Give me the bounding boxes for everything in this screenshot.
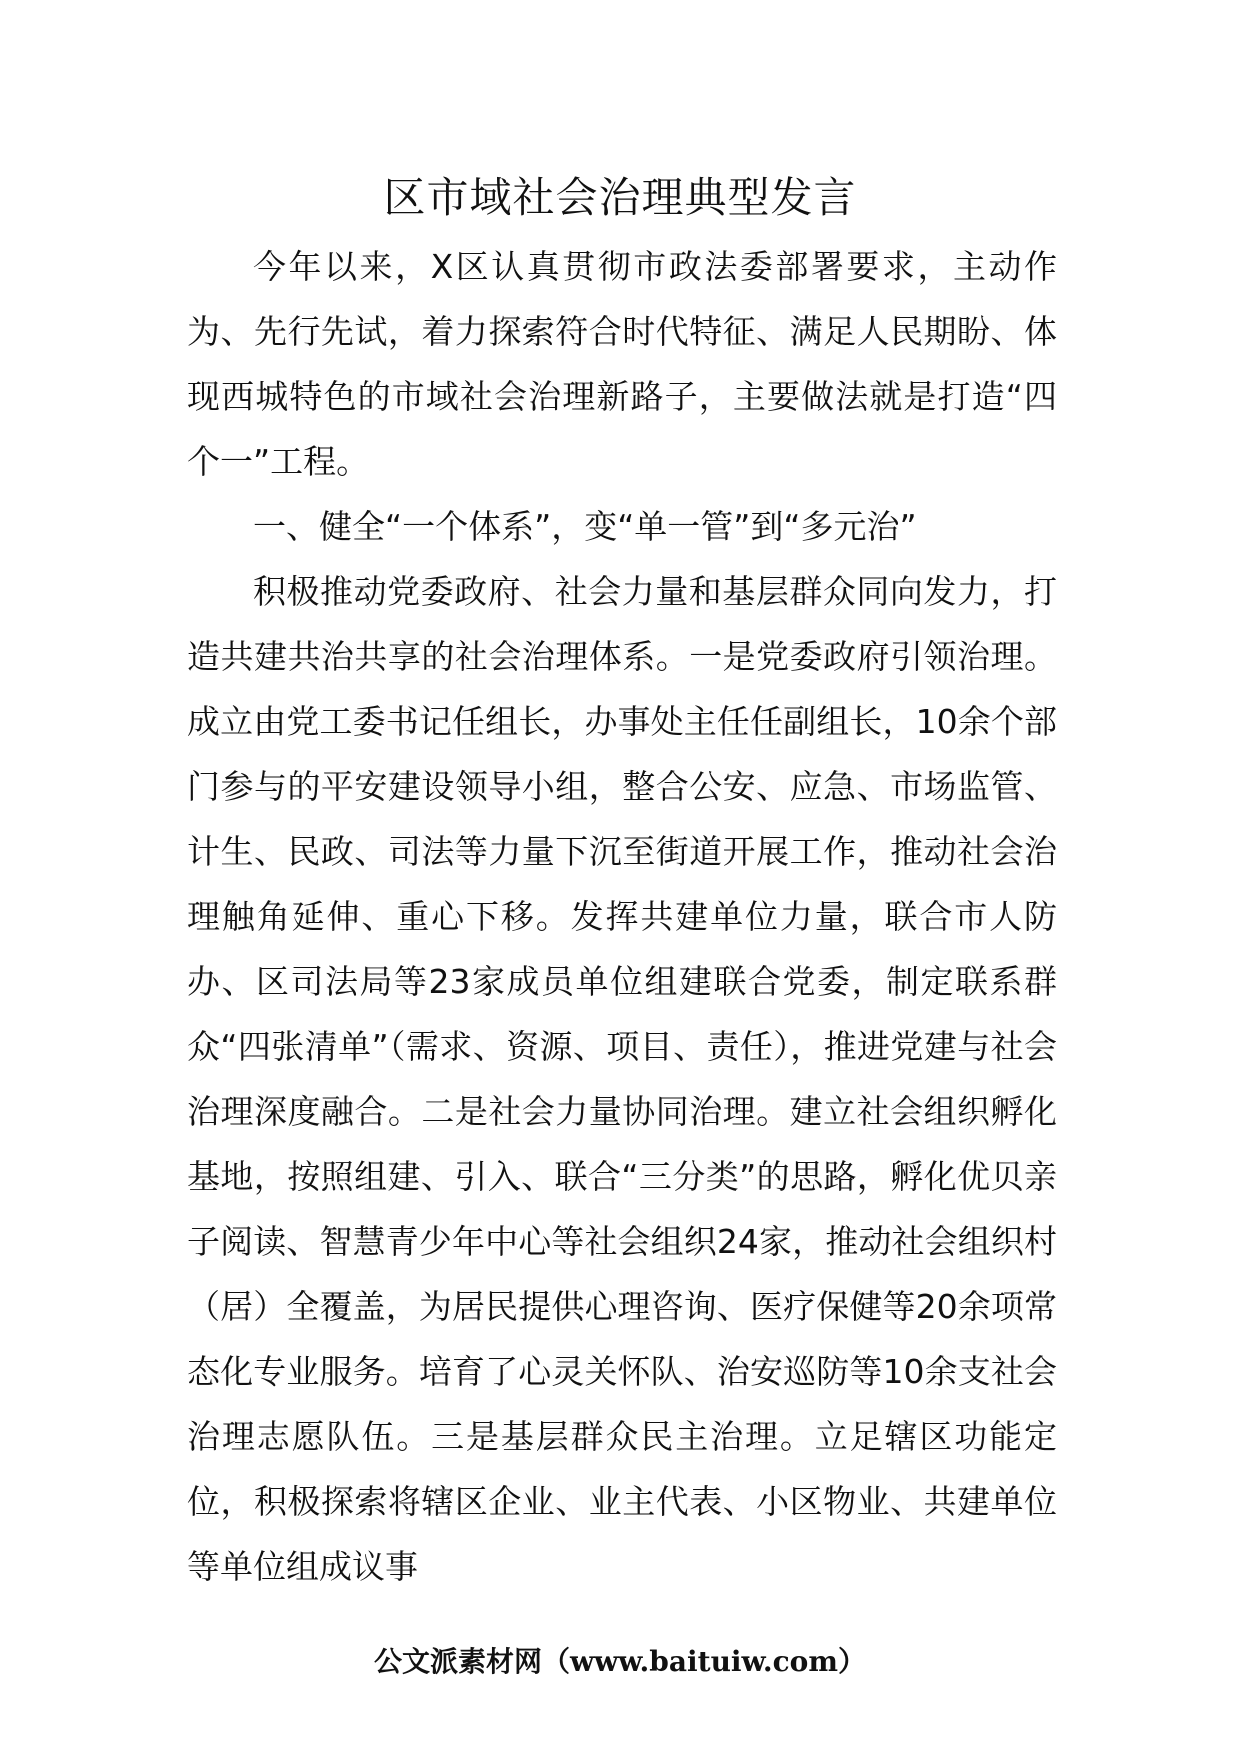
document-title: 区市域社会治理典型发言 [383, 173, 857, 222]
section-heading: 一、健全“一个体系”，变“单一管”到“多元治” [253, 507, 917, 546]
intro-paragraph: 今年以来，X区认真贯彻市政法委部署要求，主动作为、先行先试，着力探索符合时代特征、满足人民期盼、体现西城特色的市域社会治理新路子，主要做法就是打造“四个一”工程。 [187, 247, 1057, 481]
document-body [187, 234, 1057, 1599]
section-paragraph: 积极推动党委政府、社会力量和基层群众同向发力，打造共建共治共享的社会治理体系。一是党委政府引领治理。成立由党工委书记任组长，办事处主任任副组长，10余个部门参与的平安建设领导小组，整合公安、应急、市场监管、计生、民政、司法等力量下沉至街道开展工作，推动社会治理触角延伸、重心下移。发挥共建单位力量，联合市人防办、区司法局等23家成员单位组建联合党委，制定联系群众“四张清单”（需求、资源、项目、责任），推进党建与社会治理深度融合。二是社会力量协同治理。建立社会组织孵化基地，按照组建、引入、联合“三分类”的思路，孵化优贝亲子阅读、智慧青少年中心等社会组织24家，推动社会组织村（居）全覆盖，为居民提供心理咨询、医疗保健等20余项常态化专业服务。培育了心灵关怀队、治安巡防等10余支社会治理志愿队伍。三是基层群众民主治理。立足辖区功能定位，积极探索将辖区企业、业主代表、小区物业、共建单位等单位组成议事 [187, 572, 1057, 1586]
footer-watermark: 公文派素材网（www.baituiw.com） [374, 1645, 866, 1678]
